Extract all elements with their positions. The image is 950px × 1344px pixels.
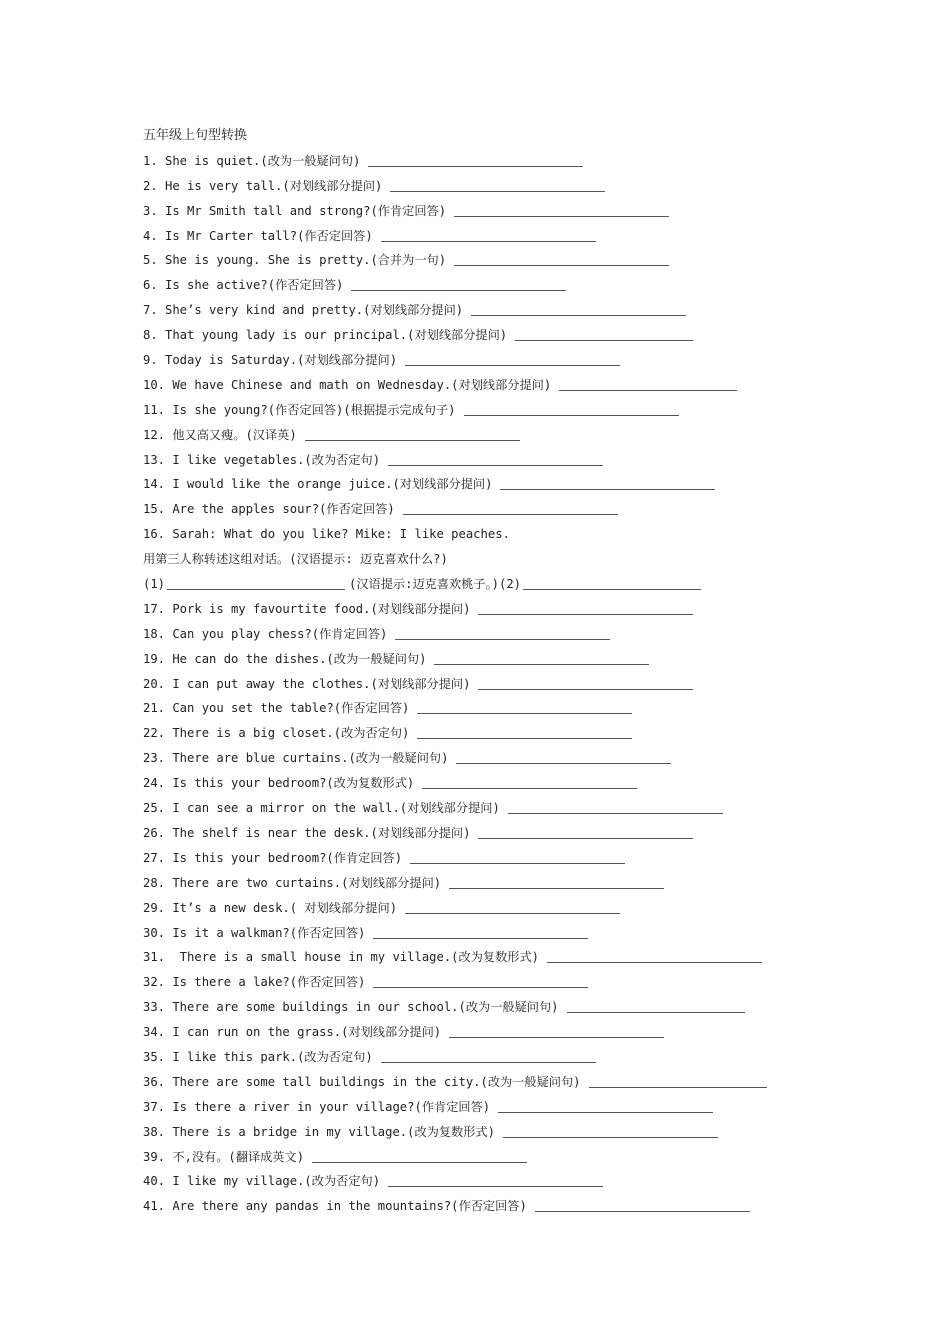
question-28 xyxy=(143,871,843,896)
question-4 xyxy=(143,224,843,249)
question-10 xyxy=(143,373,843,398)
question-text: 6. Is she active?(作否定回答) xyxy=(143,278,344,293)
question-13 xyxy=(143,448,843,473)
answer-blank[interactable] xyxy=(503,1122,718,1138)
answer-blank[interactable] xyxy=(390,176,605,192)
question-19 xyxy=(143,647,843,672)
answer-blank-2[interactable] xyxy=(523,574,701,590)
question-22 xyxy=(143,721,843,746)
question-9 xyxy=(143,348,843,373)
question-25 xyxy=(143,796,843,821)
answer-blank[interactable] xyxy=(405,898,620,914)
answer-blank[interactable] xyxy=(500,474,715,490)
answer-blank[interactable] xyxy=(312,1147,527,1163)
answer-blank[interactable] xyxy=(449,1022,664,1038)
question-text: 33. There are some buildings in our school.(改为一般疑问句) xyxy=(143,1000,559,1015)
question-3 xyxy=(143,199,843,224)
sub-hint: (汉语提示:迈克喜欢桃子。) xyxy=(349,577,499,592)
answer-blank[interactable] xyxy=(422,773,637,789)
question-32 xyxy=(143,970,843,995)
question-text: 12. 他又高又瘦。(汉译英) xyxy=(143,427,297,442)
question-12 xyxy=(143,423,843,448)
question-text: 32. Is there a lake?(作否定回答) xyxy=(143,975,366,990)
answer-blank[interactable] xyxy=(405,350,620,366)
question-5 xyxy=(143,248,843,273)
question-7 xyxy=(143,298,843,323)
question-text: 28. There are two curtains.(对划线部分提问) xyxy=(143,875,442,890)
question-11 xyxy=(143,398,843,423)
answer-blank[interactable] xyxy=(434,649,649,665)
answer-blank[interactable] xyxy=(403,499,618,515)
question-36 xyxy=(143,1070,843,1095)
answer-blank[interactable] xyxy=(388,1171,603,1187)
question-text: 8. That young lady is our principal.(对划线部分提问) xyxy=(143,328,508,343)
answer-blank-1[interactable] xyxy=(167,574,345,590)
question-14 xyxy=(143,472,843,497)
question-text: 21. Can you set the table?(作否定回答) xyxy=(143,701,410,716)
sub-label-2: (2) xyxy=(499,577,522,592)
question-text: 17. Pork is my favourtite food.(对划线部分提问) xyxy=(143,601,471,616)
question-text: 25. I can see a mirror on the wall.(对划线部分提问) xyxy=(143,801,500,816)
answer-blank[interactable] xyxy=(478,674,693,690)
question-text: 39. 不,没有。(翻译成英文) xyxy=(143,1149,305,1164)
question-text: 26. The shelf is near the desk.(对划线部分提问) xyxy=(143,825,471,840)
question-text: 2. He is very tall.(对划线部分提问) xyxy=(143,178,383,193)
question-17 xyxy=(143,597,843,622)
question-text: 38. There is a bridge in my village.(改为复数形式) xyxy=(143,1124,495,1139)
answer-blank[interactable] xyxy=(471,300,686,316)
answer-blank[interactable] xyxy=(535,1196,750,1212)
answer-blank[interactable] xyxy=(454,250,669,266)
answer-blank[interactable] xyxy=(373,923,588,939)
question-33 xyxy=(143,995,843,1020)
question-text: 27. Is this your bedroom?(作肯定回答) xyxy=(143,850,403,865)
question-2 xyxy=(143,174,843,199)
question-text: 4. Is Mr Carter tall?(作否定回答) xyxy=(143,228,373,243)
worksheet xyxy=(143,124,843,1219)
question-34 xyxy=(143,1020,843,1045)
question-text: 37. Is there a river in your village?(作肯定回答) xyxy=(143,1099,491,1114)
answer-blank[interactable] xyxy=(478,599,693,615)
question-text: 3. Is Mr Smith tall and strong?(作肯定回答) xyxy=(143,203,447,218)
question-text: 24. Is this your bedroom?(改为复数形式) xyxy=(143,776,415,791)
answer-blank[interactable] xyxy=(417,698,632,714)
question-text: 7. She’s very kind and pretty.(对划线部分提问) xyxy=(143,303,464,318)
answer-blank[interactable] xyxy=(547,947,762,963)
worksheet-title: 五年级上句型转换 xyxy=(143,128,248,143)
question-40 xyxy=(143,1169,843,1194)
question-30 xyxy=(143,921,843,946)
answer-blank[interactable] xyxy=(368,151,583,167)
question-29 xyxy=(143,896,843,921)
answer-blank[interactable] xyxy=(498,1097,713,1113)
question-text: 22. There is a big closet.(改为否定句) xyxy=(143,726,410,741)
answer-blank[interactable] xyxy=(508,798,723,814)
question-text: 29. It’s a new desk.( 对划线部分提问) xyxy=(143,900,398,915)
question-text: 41. Are there any pandas in the mountains?(作否定回答) xyxy=(143,1199,527,1214)
question-21 xyxy=(143,696,843,721)
answer-blank[interactable] xyxy=(381,226,596,242)
question-39 xyxy=(143,1145,843,1170)
question-text: 11. Is she young?(作否定回答)(根据提示完成句子) xyxy=(143,402,456,417)
question-text: 1. She is quiet.(改为一般疑问句) xyxy=(143,153,361,168)
question-20 xyxy=(143,672,843,697)
answer-blank[interactable] xyxy=(381,1047,596,1063)
question-1 xyxy=(143,149,843,174)
question-16-answers xyxy=(143,572,843,597)
question-38 xyxy=(143,1120,843,1145)
question-text: 18. Can you play chess?(作肯定回答) xyxy=(143,626,388,641)
question-27 xyxy=(143,846,843,871)
question-text: 40. I like my village.(改为否定句) xyxy=(143,1174,381,1189)
answer-blank[interactable] xyxy=(305,425,520,441)
answer-blank[interactable] xyxy=(417,723,632,739)
question-text: 5. She is young. She is pretty.(合并为一句) xyxy=(143,253,447,268)
question-6 xyxy=(143,273,843,298)
question-text: 16. Sarah: What do you like? Mike: I like peaches. xyxy=(143,527,510,542)
answer-blank[interactable] xyxy=(449,873,664,889)
question-16-instruction: 用第三人称转述这组对话。(汉语提示: 迈克喜欢什么?) xyxy=(143,552,448,567)
question-18 xyxy=(143,622,843,647)
question-23 xyxy=(143,746,843,771)
answer-blank[interactable] xyxy=(464,400,679,416)
sub-label-1: (1) xyxy=(143,577,166,592)
question-text: 30. Is it a walkman?(作否定回答) xyxy=(143,925,366,940)
question-16 xyxy=(143,522,843,547)
answer-blank[interactable] xyxy=(395,624,610,640)
question-15 xyxy=(143,497,843,522)
question-35 xyxy=(143,1045,843,1070)
answer-blank[interactable] xyxy=(351,275,566,291)
question-37 xyxy=(143,1095,843,1120)
question-text: 34. I can run on the grass.(对划线部分提问) xyxy=(143,1025,442,1040)
question-text: 13. I like vegetables.(改为否定句) xyxy=(143,452,381,467)
answer-blank[interactable] xyxy=(456,748,671,764)
question-text: 10. We have Chinese and math on Wednesday.(对划线部分提问) xyxy=(143,377,552,392)
question-26 xyxy=(143,821,843,846)
answer-blank[interactable] xyxy=(515,325,693,341)
question-text: 19. He can do the dishes.(改为一般疑问句) xyxy=(143,651,427,666)
question-24 xyxy=(143,771,843,796)
answer-blank[interactable] xyxy=(373,972,588,988)
question-text: 14. I would like the orange juice.(对划线部分提问) xyxy=(143,477,493,492)
answer-blank[interactable] xyxy=(559,375,737,391)
question-8 xyxy=(143,323,843,348)
question-text: 15. Are the apples sour?(作否定回答) xyxy=(143,502,395,517)
question-text: 31. There is a small house in my village.(改为复数形式) xyxy=(143,950,539,965)
question-text: 20. I can put away the clothes.(对划线部分提问) xyxy=(143,676,471,691)
answer-blank[interactable] xyxy=(410,848,625,864)
question-text: 36. There are some tall buildings in the city.(改为一般疑问句) xyxy=(143,1074,581,1089)
answer-blank[interactable] xyxy=(478,823,693,839)
question-text: 9. Today is Saturday.(对划线部分提问) xyxy=(143,353,398,368)
answer-blank[interactable] xyxy=(388,450,603,466)
answer-blank[interactable] xyxy=(589,1072,767,1088)
answer-blank[interactable] xyxy=(567,997,745,1013)
question-41 xyxy=(143,1194,843,1219)
question-text: 23. There are blue curtains.(改为一般疑问句) xyxy=(143,751,449,766)
question-text: 35. I like this park.(改为否定句) xyxy=(143,1049,373,1064)
answer-blank[interactable] xyxy=(454,201,669,217)
question-31 xyxy=(143,945,843,970)
